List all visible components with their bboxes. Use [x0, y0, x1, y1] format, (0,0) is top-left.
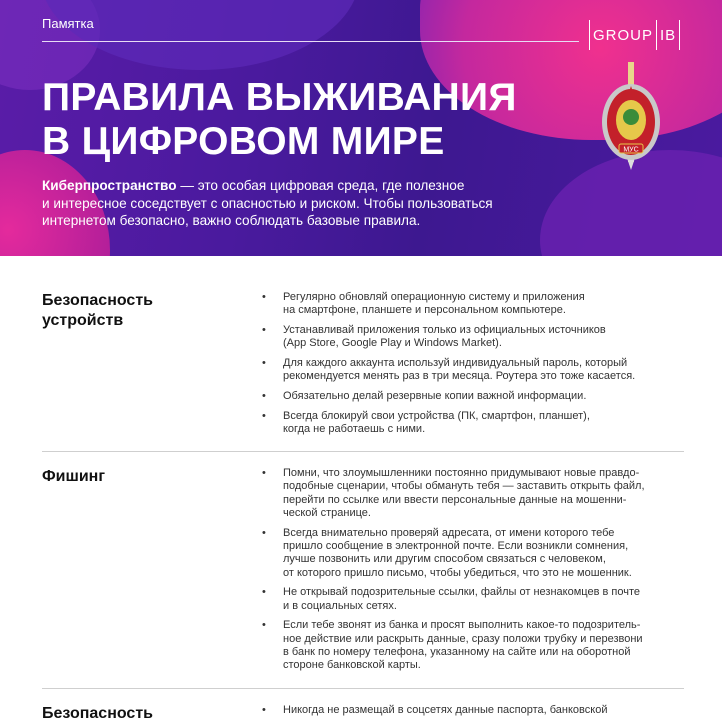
list-item: • Никогда не размещай в соцсетях данные паспорта, банковской	[262, 704, 608, 716]
section-title: Безопасность устройств	[42, 292, 153, 329]
section-title: Безопасность	[42, 705, 153, 722]
divider	[42, 451, 684, 452]
header-rule	[42, 41, 579, 42]
mvd-emblem-icon	[600, 62, 662, 170]
list-item: • Устанавливай приложения только из официальных источников (App Store, Google Play и Windows Market).	[262, 324, 606, 350]
list-item: • Всегда внимательно проверяй адресата, от имени которого тебе пришло сообщение в электронной почте. Если возникли сомнения, лучше позвонить или другим способом связаться с человеком, от которого пришло письмо, чтобы убедиться, что это не мошенник.	[262, 526, 632, 579]
list-item: • Всегда блокируй свои устройства (ПК, смартфон, планшет), когда не работаешь с ними.	[262, 410, 590, 436]
section-title: Фишинг	[42, 468, 105, 485]
list-item: • Не открывай подозрительные ссылки, файлы от незнакомцев в почте и в социальных сетях.	[262, 586, 640, 612]
svg-text:МУС: МУС	[623, 146, 639, 154]
page-title: ПРАВИЛА ВЫЖИВАНИЯ В ЦИФРОВОМ МИРЕ	[42, 76, 517, 163]
bullet-list	[262, 704, 692, 724]
list-item: • Регулярно обновляй операционную систему и приложения на смартфоне, планшете и персональном компьютере.	[262, 291, 585, 317]
list-item: • Для каждого аккаунта используй индивидуальный пароль, который рекомендуется менять раз в три месяца. Роутера это тоже касается.	[262, 357, 636, 383]
intro-text: Киберпространство — это особая цифровая среда, где полезное и интересное соседствует с опасностью и риском. Чтобы пользоваться интернетом безопасно, важно соблюдать базовые правила.	[42, 178, 493, 228]
memo-label: Памятка	[42, 16, 94, 31]
group-ib-logo: GROUP IB	[586, 20, 683, 50]
bullet-list	[262, 291, 692, 443]
header-banner	[0, 0, 722, 256]
divider	[42, 688, 684, 689]
bullet-list	[262, 467, 692, 679]
list-item: • Обязательно делай резервные копии важной информации.	[262, 390, 587, 403]
list-item: • Если тебе звонят из банка и просят выполнить какое-то подозритель- ное действие или раскрыть данные, сразу положи трубку и перезвони в банк по номеру телефона, указанному на сайте или на оборотной стороне банковской карты.	[262, 619, 643, 672]
list-item: • Помни, что злоумышленники постоянно придумывают новые правдо- подобные сценарии, чтобы обмануть тебя — заставить открыть файл, перейти по ссылке или ввести персональные данные на мошенни- ческой странице.	[262, 467, 645, 519]
